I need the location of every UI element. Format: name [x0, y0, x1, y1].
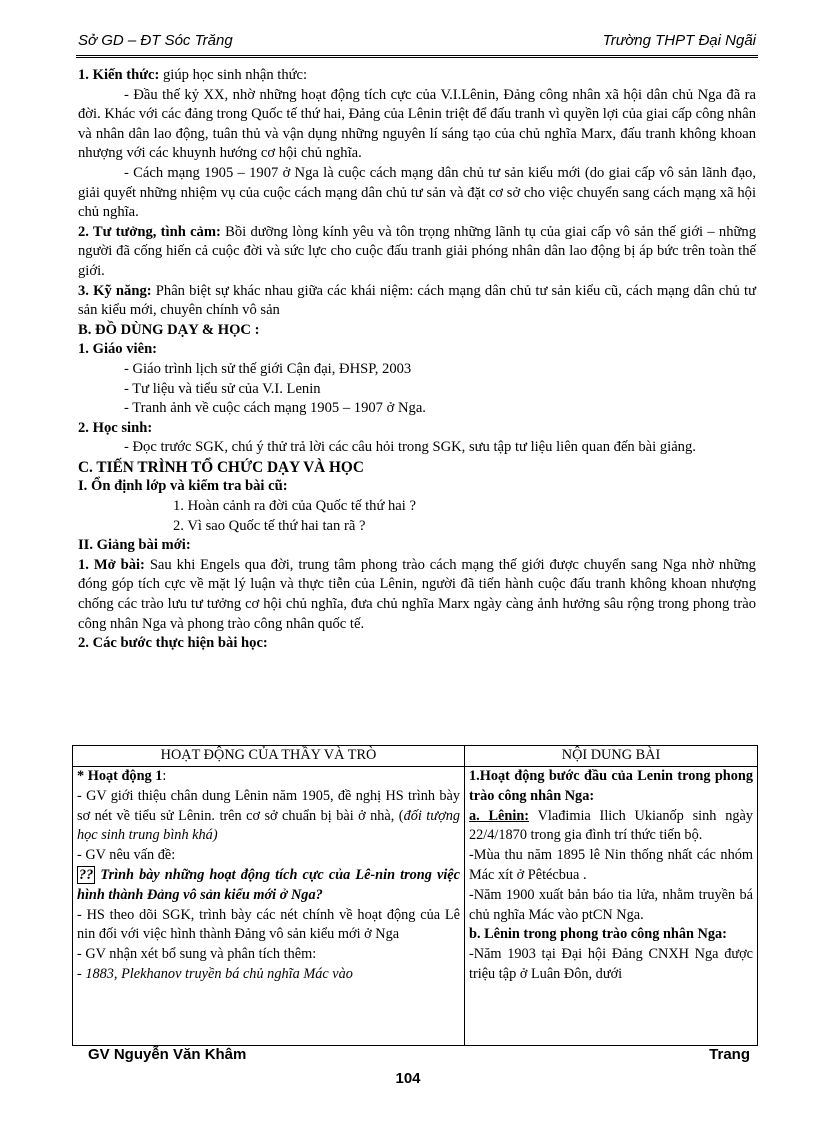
section-ii-heading: II. Giảng bài mới: — [78, 537, 191, 554]
col-header-activities: HOẠT ĐỘNG CỦA THẦY VÀ TRÒ — [73, 746, 465, 767]
objective-skills: 3. Kỹ năng: Phân biệt sự khác nhau giữa các khái niệm: cách mạng dân chủ tư sản kiểu cũ, cách mạng dân chủ tư sản kiểu mới, chuyên chính vô sản — [78, 282, 756, 319]
objective-knowledge: 1. Kiến thức: giúp học sinh nhận thức: — [78, 67, 308, 83]
review-question: 1. Hoàn cảnh ra đời của Quốc tế thứ hai ? — [173, 498, 416, 515]
footer-author: GV Nguyễn Văn Khâm — [88, 1046, 247, 1063]
content-text: -Năm 1903 tại Đại hội Đảng CNXH Nga được triệu tập ở Luân Đôn, dưới — [469, 946, 753, 982]
activity-text: - HS theo dõi SGK, trình bày các nét chính về hoạt động của Lê nin đối với việc hình thành Đảng vô sản kiểu mới ở Nga — [77, 906, 460, 943]
activity-1-label: * Hoạt động 1 — [77, 768, 163, 784]
knowledge-point-2: - Cách mạng 1905 – 1907 ở Nga là cuộc cách mạng dân chủ tư sản kiểu mới (do giai cấp vô sản lãnh đạo, giải quyết những nhiệm vụ của cuộc cách mạng dân chủ tư sản và đặt cơ sở cho việc chuyển sang cách mạng xã hội chủ nghĩa. — [78, 164, 756, 221]
section-c-heading: C. TIẾN TRÌNH TỔ CHỨC DẠY VÀ HỌC — [78, 458, 364, 476]
activity-text: - GV nhận xét bổ sung và phân tích thêm: — [77, 946, 317, 963]
section-b-heading: B. ĐỒ DÙNG DẠY & HỌC : — [78, 321, 260, 338]
intro-paragraph: 1. Mở bài: Sau khi Engels qua đời, trung tâm phong trào cách mạng thế giới được chuyển sang Nga nhờ những đóng góp tích cực về mặt lý luận và thực tiễn của Lênin, người đã tiến hành cuộc đấu tranh không khoan nhượng chống các trào lưu tư tưởng cơ hội chủ nghĩa, đưa chủ nghĩa Marx ngày càng ảnh hưởng sâu rộng trong phong trào công nhân Nga và phong trào công nhân quốc tế. — [78, 556, 756, 632]
knowledge-point-1: - Đầu thế kỷ XX, nhờ những hoạt động tích cực của V.I.Lênin, Đảng công nhân xã hội dân chủ Nga đã ra đời. Khác với các đảng trong Quốc tế thứ hai, Đảng của Lênin triệt để đấu tranh vì quyền lợi của giai cấp công nhân và nhân dân lao động, tuân thủ và vận dụng những nguyên lí sáng tạo của chủ nghĩa Marx, đấu tranh không khoan nhượng với các khuynh hướng cơ hội chủ nghĩa. — [78, 86, 756, 162]
header-right: Trường THPT Đại Ngãi — [602, 32, 756, 49]
review-question: 2. Vì sao Quốc tế thứ hai tan rã ? — [173, 517, 366, 534]
header-left: Sở GD – ĐT Sóc Trăng — [78, 32, 233, 49]
page-footer — [88, 1046, 750, 1068]
activity-text: - GV nêu vấn đề: — [77, 847, 176, 864]
document-body — [78, 66, 756, 654]
question-mark-icon: ?? — [79, 866, 94, 883]
content-text: -Năm 1900 xuất bản báo tia lửa, nhằm truyền bá chủ nghĩa Mác vào ptCN Nga. — [469, 886, 753, 923]
activity-text: - GV giới thiệu chân dung Lênin năm 1905, đề nghị HS trình bày sơ nét về tiểu sử Lênin. trên cơ sở chuẩn bị bài ở nhà, (đối tượng học sinh trung bình khá) — [77, 787, 460, 844]
activity-question: ?? Trình bày những hoạt động tích cực của Lê-nin trong việc hình thành Đảng vô sản kiểu mới ở Nga? — [77, 866, 460, 903]
content-lenin: a. Lênin: Vlađimia Ilich Ukianốp sinh ngày 22/4/1870 trong gia đình trí thức tiến bộ. — [469, 807, 753, 844]
teacher-heading: 1. Giáo viên: — [78, 341, 158, 358]
page-header — [78, 30, 756, 54]
header-divider — [76, 55, 758, 58]
col-header-content: NỘI DUNG BÀI — [465, 746, 758, 767]
objective-attitude: 2. Tư tưởng, tình cảm: Bồi dưỡng lòng kính yêu và tôn trọng những lãnh tụ của giai cấp vô sản thế giới – những người đã cống hiến cả cuộc đời và sức lực cho cuộc đấu tranh giải phóng nhân dân lao động bị áp bức trên toàn thế giới. — [78, 223, 756, 279]
student-heading: 2. Học sinh: — [78, 419, 153, 436]
content-text: -Mùa thu năm 1895 lê Nin thống nhất các nhóm Mác xít ở Pêtécbua . — [469, 847, 753, 883]
activities-cell: * Hoạt động 1: - GV giới thiệu chân dung Lênin năm 1905, đề nghị HS trình bày sơ nét về tiểu sử Lênin. trên cơ sở chuẩn bị bài ở nhà, (đối tượng học sinh trung bình khá) - GV nêu vấn đề: ?? Trình bày những hoạt động tích cực của Lê-nin trong việc hình thành Đảng vô sản kiểu mới ở Nga? - HS theo dõi SGK, trình bày các nét chính về hoạt động của Lê nin đối với việc hình thành Đảng vô sản kiểu mới ở Nga - GV nhận xét bổ sung và phân tích thêm: - 1883, Plekhanov truyền bá chủ nghĩa Mác vào — [73, 767, 465, 1046]
content-heading-1: 1.Hoạt động bước đầu của Lenin trong phong trào công nhân Nga: — [469, 768, 753, 804]
teacher-item: - Giáo trình lịch sử thế giới Cận đại, ĐHSP, 2003 — [124, 360, 412, 377]
teacher-item: - Tranh ảnh về cuộc cách mạng 1905 – 1907 ở Nga. — [124, 400, 426, 417]
footer-page-label: Trang — [709, 1046, 750, 1063]
page-number: 104 — [395, 1070, 421, 1087]
teacher-item: - Tư liệu và tiểu sử của V.I. Lenin — [124, 380, 321, 397]
section-i-heading: I. Ổn định lớp và kiểm tra bài cũ: — [78, 478, 288, 495]
activity-text: - 1883, Plekhanov truyền bá chủ nghĩa Mác vào — [77, 965, 353, 982]
steps-heading: 2. Các bước thực hiện bài học: — [78, 635, 268, 652]
student-text: - Đọc trước SGK, chú ý thử trả lời các câu hỏi trong SGK, sưu tập tư liệu liên quan đến bài giảng. — [124, 439, 696, 456]
content-heading-b: b. Lênin trong phong trào công nhân Nga: — [469, 926, 727, 943]
lesson-table — [72, 745, 758, 1046]
content-cell — [465, 767, 758, 1046]
